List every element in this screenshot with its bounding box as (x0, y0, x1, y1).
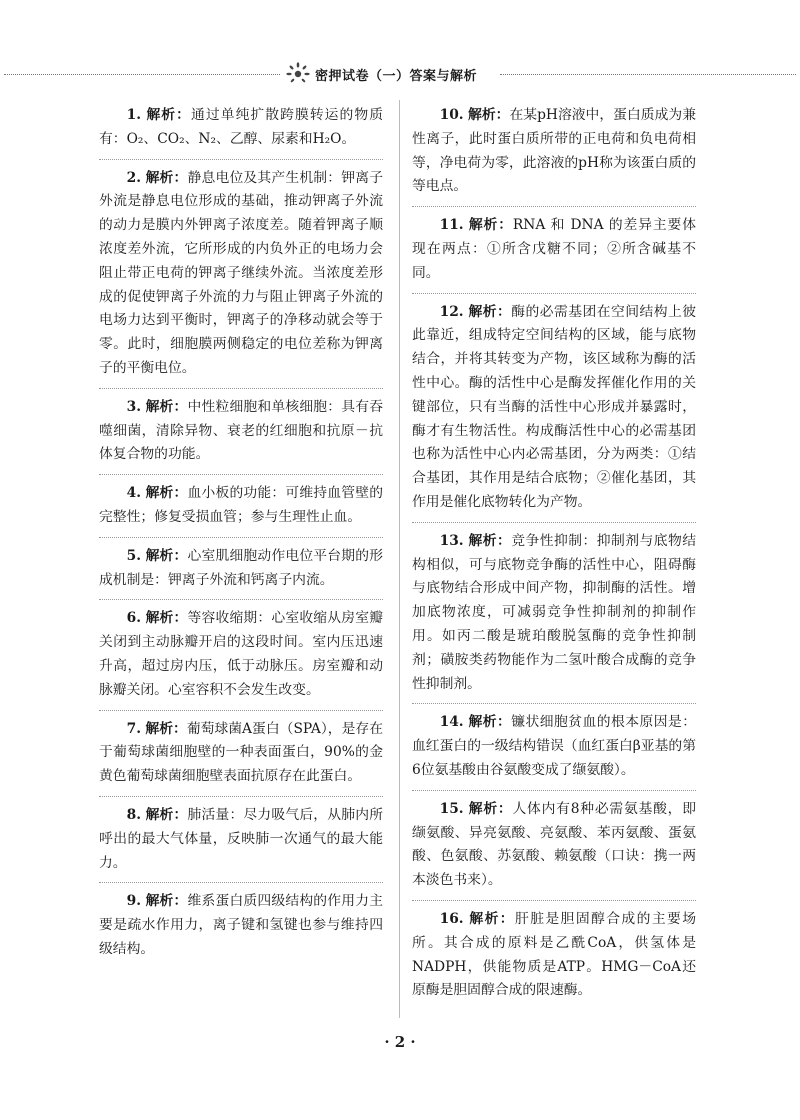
answer-paragraph (412, 214, 696, 285)
analysis-label: 解析： (145, 547, 188, 564)
answer-entry (99, 163, 383, 386)
analysis-label: 解析： (468, 714, 512, 731)
analysis-label: 解析： (145, 398, 188, 415)
analysis-label: 解析： (468, 107, 510, 123)
question-number: 9. (126, 893, 141, 910)
answer-paragraph (412, 301, 696, 515)
entry-separator (412, 206, 696, 207)
answer-text: 等容收缩期：心室收缩从房室瓣关闭到主动脉瓣开启的这段时间。室内压迅速升高，超过房内压，低于动脉压。房室瓣和动脉瓣关闭。心室容积不会发生改变。 (99, 610, 384, 698)
analysis-label: 解析： (468, 303, 512, 320)
entry-separator (412, 790, 696, 791)
answer-text: 维系蛋白质四级结构的作用力主要是疏水作用力，离子键和氢键也参与维持四级结构。 (99, 893, 384, 957)
answer-paragraph (99, 482, 383, 530)
question-number: 14. (439, 714, 464, 731)
answer-text: 肝脏是胆固醇合成的主要场所。其合成的原料是乙酰CoA，供氢体是NADPH，供能物质是ATP。HMG－CoA还原酶是胆固醇合成的限速酶。 (412, 910, 697, 999)
answer-text: 中性粒细胞和单核细胞：具有吞噬细菌，清除异物、衰老的红细胞和抗原－抗体复合物的功能。 (99, 398, 384, 463)
left-column (99, 100, 383, 967)
answer-entry (99, 714, 383, 794)
answer-entry (99, 800, 383, 880)
answer-entry (412, 526, 696, 702)
entry-separator (412, 522, 696, 523)
question-number: 10. (439, 107, 464, 123)
question-number: 1. (126, 107, 141, 123)
entry-separator (99, 710, 383, 711)
analysis-label: 解析： (145, 485, 188, 502)
answer-entry (99, 478, 383, 535)
answer-paragraph (99, 607, 383, 702)
entry-separator (99, 882, 383, 883)
answer-text: 静息电位及其产生机制：钾离子外流是静息电位形成的基础，推动钾离子外流的动力是膜内外钾离子浓度差。随着钾离子顺浓度差外流，它所形成的内负外正的电场力会阻止带正电荷的钾离子继续外流。当浓度差形成的促使钾离子外流的力与阻止钾离子外流的电场力达到平衡时，钾离子的净移动就会等于零。此时，细胞膜两侧稳定的电位差称为钾离子的平衡电位。 (99, 169, 384, 376)
answer-text: 酶的必需基团在空间结构上彼此靠近，组成特定空间结构的区域，能与底物结合，并将其转变为产物，该区域称为酶的活性中心。酶的活性中心是酶发挥催化作用的关键部位，只有当酶的活性中心形成并暴露时，酶才有生物活性。构成酶活性中心的必需基团也称为活性中心内必需基团，分为两类：①结合基团，其作用是结合底物；②催化基团，其作用是催化底物转化为产物。 (412, 303, 696, 510)
header-dotted-rule-left (4, 74, 280, 75)
answer-text: 竞争性抑制：抑制剂与底物结构相似，可与底物竞争酶的活性中心，阻碍酶与底物结合形成中间产物，抑制酶的活性。增加底物浓度，可减弱竞争性抑制剂的抑制作用。如丙二酸是琥珀酸脱氢酶的竞争性抑制剂；磺胺类药物能作为二氢叶酸合成酶的竞争性抑制剂。 (412, 532, 696, 692)
answer-paragraph (99, 396, 383, 467)
entry-separator (412, 900, 696, 901)
sunburst-logo-icon (286, 61, 310, 85)
analysis-label: 解析： (145, 169, 188, 186)
question-number: 7. (126, 720, 141, 737)
entry-separator (99, 159, 383, 160)
question-number: 4. (126, 485, 141, 502)
answer-entry (412, 297, 696, 520)
answer-text: 肺活量：尽力吸气后，从肺内所呼出的最大气体量，反映肺一次通气的最大能力。 (99, 806, 384, 871)
entry-separator (412, 293, 696, 294)
answer-entry (99, 603, 383, 707)
answer-entry (412, 904, 696, 1008)
header-dotted-rule-right (500, 74, 796, 75)
header-title: 密押试卷（一）答案与解析 (315, 69, 478, 84)
answer-paragraph (412, 530, 696, 697)
answer-paragraph (412, 908, 696, 1003)
answer-entry (99, 886, 383, 966)
analysis-label: 解析： (146, 107, 192, 123)
answer-paragraph (99, 718, 383, 789)
entry-separator (99, 599, 383, 600)
answer-text: 镰状细胞贫血的根本原因是：血红蛋白的一级结构错误（血红蛋白β亚基的第6位氨基酸由谷氨酸变成了缬氨酸）。 (412, 714, 696, 778)
question-number: 6. (126, 610, 141, 627)
answer-text: 在某pH溶液中，蛋白质成为兼性离子，此时蛋白质所带的正电荷和负电荷相等，净电荷为零，此溶液的pH称为该蛋白质的等电点。 (412, 107, 697, 195)
question-number: 5. (126, 547, 141, 564)
answer-paragraph (412, 104, 696, 199)
analysis-label: 解析： (145, 893, 188, 910)
answer-paragraph (99, 104, 383, 152)
question-number: 16. (439, 910, 464, 927)
answer-text: 血小板的功能：可维持血管壁的完整性；修复受损血管；参与生理性止血。 (99, 485, 384, 525)
answer-text: 通过单纯扩散跨膜转运的物质有：O₂、CO₂、N₂、乙醇、尿素和H₂O。 (99, 107, 384, 147)
page-header (0, 58, 800, 88)
answer-entry (99, 392, 383, 472)
answer-entry (412, 210, 696, 290)
question-number: 13. (439, 532, 464, 549)
answer-entry (99, 541, 383, 598)
answer-paragraph (99, 167, 383, 381)
analysis-label: 解析： (145, 610, 188, 627)
answer-text: RNA 和 DNA 的差异主要体现在两点：①所含戊糖不同；②所含碱基不同。 (412, 217, 697, 281)
column-divider (399, 100, 400, 1018)
question-number: 11. (439, 217, 464, 234)
answer-paragraph (99, 890, 383, 961)
analysis-label: 解析： (468, 532, 512, 549)
answer-entry (412, 100, 696, 204)
analysis-label: 解析： (468, 800, 513, 817)
right-column (412, 100, 696, 1008)
analysis-label: 解析： (145, 806, 188, 823)
entry-separator (412, 703, 696, 704)
question-number: 15. (439, 800, 464, 817)
entry-separator (99, 796, 383, 797)
answer-entry (412, 794, 696, 898)
analysis-label: 解析： (468, 217, 513, 234)
entry-separator (99, 537, 383, 538)
question-number: 2. (126, 169, 141, 186)
page-number: · 2 · (384, 1033, 416, 1051)
answer-entry (412, 707, 696, 787)
answer-paragraph (412, 711, 696, 782)
answer-text: 心室肌细胞动作电位平台期的形成机制是：钾离子外流和钙离子内流。 (99, 547, 384, 588)
entry-separator (99, 474, 383, 475)
answer-paragraph (99, 545, 383, 593)
answer-paragraph (99, 804, 383, 875)
analysis-label: 解析： (145, 720, 187, 737)
answer-text: 葡萄球菌A蛋白（SPA），是存在于葡萄球菌细胞壁的一种表面蛋白，90%的金黄色葡萄球菌细胞壁表面抗原存在此蛋白。 (99, 720, 384, 785)
entry-separator (99, 388, 383, 389)
answer-text: 人体内有8种必需氨基酸，即缬氨酸、异亮氨酸、亮氨酸、苯丙氨酸、蛋氨酸、色氨酸、苏氨酸、赖氨酸（口诀：携一两本淡色书来）。 (412, 800, 697, 889)
answer-paragraph (412, 798, 696, 893)
question-number: 12. (439, 303, 464, 320)
analysis-label: 解析： (469, 910, 516, 927)
question-number: 8. (126, 806, 141, 823)
answer-entry (99, 100, 383, 157)
question-number: 3. (126, 398, 141, 415)
